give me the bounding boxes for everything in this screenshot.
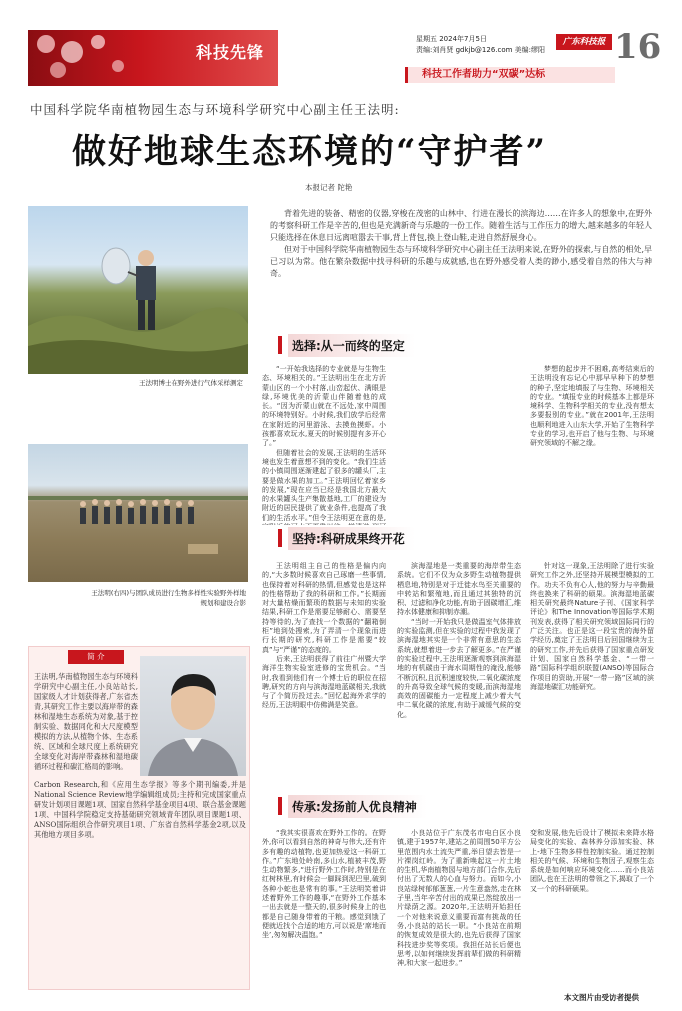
section1-column-c [530,365,654,525]
section1-column-b [397,365,521,525]
article-subtitle: 中国科学院华南植物园生态与环境科学研究中心副主任王法明: [30,102,400,117]
bio-badge: 简 介 [68,650,124,664]
paragraph: 王法明组主自己的性格是偏内向的,“大多数时候喜欢自己琢磨一些事情,也保持着对科研的热情,但感觉也是这样的性格帮助了我的科研和工作。”长期面对大量枯燥而繁琐的数据与未知的实验结果,科研工作是需要足够耐心、需要坚持等待的,为了查找一个数据的“翻箱倒柜”地到处搜索,为了弄清一个现象而进行长期的研究,科研工作是需要“较真”与“严谨”的态度的。 [262,562,386,654]
bio-text-bottom [34,780,246,986]
column-banner [405,67,615,83]
date-line: 星期五 2024年7月5日 [416,35,487,43]
paragraph: 后来,王法明获得了前往广州暨大学海洋生物实验室进修的宝贵机会。“当时,我看到他们有一个博士后的职位在招聘,研究的方向与滨海湿地蓝碳相关,我就与了个简历投过去。”回忆起海外求学的经历,王法明眼中仿佛满是笑意。 [262,654,386,710]
section-heading-2 [278,527,415,549]
photo-field-sampling [28,206,248,374]
section2-column-c [530,562,654,776]
page-number: 16 [614,27,662,67]
paragraph: 变和发展,他先后设计了模拟未来降水格局变化的实验、森林养分添加实验、林上-地下生物多样性控制实验。通过控制相关的气候、环境和生物因子,观察生态系统是如何响应环境变化……而小良站团队,也在王法明的带领之下,揭取了一个又一个的科研硕果。 [530,829,654,893]
editor-line: 责编:刘肖贤 gdkjb@126.com 美编:缪阳 [416,46,546,54]
section-heading-text: 传承:发扬前人优良精神 [288,795,427,818]
team-figures-icon [28,444,248,582]
byline: 本报记者 陀艳 [305,183,353,192]
section1-column-a [262,365,386,525]
paragraph: “我其实很喜欢在野外工作的。在野外,你可以看到自然的神奇与伟大,还有许多有趣的动植物,也更加热爱这一科研工作。”广东地处岭南,多山水,植被丰茂,野生动物繁多,“进行野外工作时,特别是在红树林里,有时候会一脚踩到泥巴里,破到各种小蛇也是常有的事。”王法明笑着讲述着野外工作的趣事,“在野外工作基本一出去就是一整天的,很多时候身上的也都是自己随身带着的干粮。感觉到饿了便就近找个合适的地方,可以说是‘席地而坐’,匆匆解决温饱。” [262,829,386,940]
paragraph: “一开始我选择的专业就是与生物生态、环境相关的。”王法明出生在北方沂蒙山区的一个小村落,山峦起伏、满眼是绿,环境优美的沂蒙山伴随着他的成长。“因为沂蒙山就在不远处,家中周围的环境特别好。小时候,我们放学后经常在家附近的河里游泳、去摸鱼摸虾。小孩都喜欢玩水,夏天的时候别提有多开心了。” [262,365,386,448]
paragraph: 针对这一现象,王法明除了进行实验研究工作之外,还坚持开展模型模拟的工作。功夫不负有心人,他的努力与辛勤最终也换来了科研的硕果。滨海湿地蓝碳相关研究最终Nature子刊、《国家科学评论》和The Innovation等国际学术期刊发表,获得了相关研究领域国际同行的广泛关注。也正是这一段宝贵的海外留学经历,奠定了王法明目后回国继续为主的研究工作,并先后获得了国家重点研发计划、国家自然科学基金、“一带一路”国际科学组织联盟(ANSO)等国际合作项目的资助,开展“一带一路”区域的滨海湿地碳汇功能研究。 [530,562,654,691]
photo-caption-2: 王法明(右四)与团队成员进行生物多样性实验野外样地规划和建设合影 [91,589,246,607]
section3-column-b [397,829,521,979]
bio-paragraph: Carbon Research,和《应用生态学报》等多个期刊编委,并是National Science Review地学编辑组成员;主持和完成国家重点研发计划项目课题1项、国家自然科学基金项目4项、联合基金课题1项、中国科学院稳定支持基础研究领域青年团队项目课题1项、ANSO国际组织合作研究项目1项、广东省自然科学基金2项,以及其他地方项目多项。 [34,780,246,839]
bio-portrait [140,656,246,776]
photo-caption-1: 王法明博士在野外进行气体采样测定 [139,379,243,387]
section-name: 科技先锋 [196,43,265,62]
section-heading-bar [278,336,282,354]
section-heading-3 [278,795,427,817]
lead-paragraph: 背着先进的装备、精密的仪器,穿梭在茂密的山林中、行进在漫长的滨海边……在许多人的想象中,在野外的考察科研工作是辛苦的,但也是充满新奇与乐趣的一份工作。随着生活与工作压力的增大,越来越多的年轻人只能选择在休息日远离喧嚣去干事,背上背包,换上登山鞋,走进自然舒展身心。 [270,209,652,242]
photo-team-group [28,444,248,582]
bio-text-top [34,672,138,780]
section-heading-bar [278,529,282,547]
paragraph: 小良站位于广东茂名市电白区小良镇,建于1957年,建站之前周围50平方公里范围内水土流失严重,举目望去皆是一片裸岗红岭。为了重新唤起这一片土地的生机,华南植物园与地方部门合作,先后付出了无数人的心血与努力。而如今,小良站绿树郁郁葱葱,一片生意盎然,走在林子里,当年辛苦付出的成果已然绽放出一片绿荫之源。2020年,王法明开始担任一个对他来说意义重要而富有挑战的任务,小良站的站长一职。“小良站在前期的恢复成效是很大的,也先后获得了国家科技进步奖等奖项。我担任站长后便也思考,以如何继续发挥前辈们做的科研精神,和大家一起进步。” [397,829,521,968]
paragraph: 但随着社会的发展,王法明的生活环境也发生着意想不到的变化。“我们生活的小镇周围逐渐建起了很多的罐头厂,主要是做水果的加工。”王法明回忆着家乡的发展,“现在应当已经是我国北方最大的水果罐头生产集散基地,工厂的建设为附近的居民提供了就业条件,也提高了我们的生活水平。”但令王法明更在意的是, [262,448,386,522]
section3-column-c [530,829,654,979]
section-heading-1 [278,334,415,356]
section3-column-a [262,829,386,979]
footer-note: 本文图片由受访者提供 [564,993,639,1002]
paragraph: 梦想的起步并不困难,高考结束后的王法明没有忘记心中那早早种下的梦想的种子,坚定地填报了与生物、环境相关的专业。“填报专业的时候基本上都是环境科学、生物科学相关的专业,没有想太多要报别的专业。”就在2001年,王法明也顺利地进入山东大学,开始了生物科学专业的学习,也开启了他与生物、与环境研究领域的不解之缘。 [530,365,654,448]
section-heading-text: 选择:从一而终的坚定 [288,334,415,357]
column-banner-text: 科技工作者助力“双碳”达标 [422,69,546,80]
paragraph: “当时一开始我只是做温室气体排放的实验监测,但在实验的过程中我发现了滨海湿地其实是一个非常有意思的生态系统,就想着进一步去了解更多。”在严谨的实验过程中,王法明逐渐观察到滨海湿地的有机碳由于海水周期性的淹没,能够不断沉积,且沉积速度较快,二氧化碳浓度的升高导致全球气候的变暖,而滨海湿地高效的固碳能力一定程度上减少着大气中二氧化碳的浓度,有助于减缓气候的变化。 [397,617,521,719]
paper-name-logo: 广东科技报 [556,34,612,50]
researcher-figure-icon [28,206,248,374]
flower-decoration-icon [28,30,138,86]
paragraph: 滨海湿地是一类重要的海岸带生态系统。它们不仅为众多野生动植物提供栖息地,特别是对于迁徙水鸟至关重要的中转站和繁殖地,而且通过其独特的沉积、过滤和净化功能,有助于固碳增汇,维持水体健康和抑制赤潮。 [397,562,521,617]
section-heading-text: 坚持:科研成果终开花 [288,527,415,550]
lead-paragraphs [270,208,652,304]
bio-paragraph: 王法明,华南植物园生态与环境科学研究中心副主任,小良站站长,国家级人才计划获得者,广东省杰青,其研究工作主要以海岸带的森林和湿地生态系统为对象,基于控制实验、数据同化和大尺度模型模拟的方法,从植物个体、生态系统、区域和全球尺度上系统研究全球变化对海岸带森林和湿地碳循环过程和碳汇格局的影响。 [34,672,138,771]
lead-paragraph: 但对于中国科学院华南植物园生态与环境科学研究中心副主任王法明来说,在野外的探索,与自然的相处,早已习以为常。他在繁杂数据中找寻科研的乐趣与成就感,也在野外感受着人类的渺小,感受着自然的伟大与神奇。 [270,245,652,278]
portrait-avatar-icon [140,656,246,776]
section-heading-bar [278,797,282,815]
masthead-banner [28,30,278,86]
article-title: 做好地球生态环境的“守护者” [72,132,548,172]
section2-column-a [262,562,386,776]
section2-column-b [397,562,521,776]
